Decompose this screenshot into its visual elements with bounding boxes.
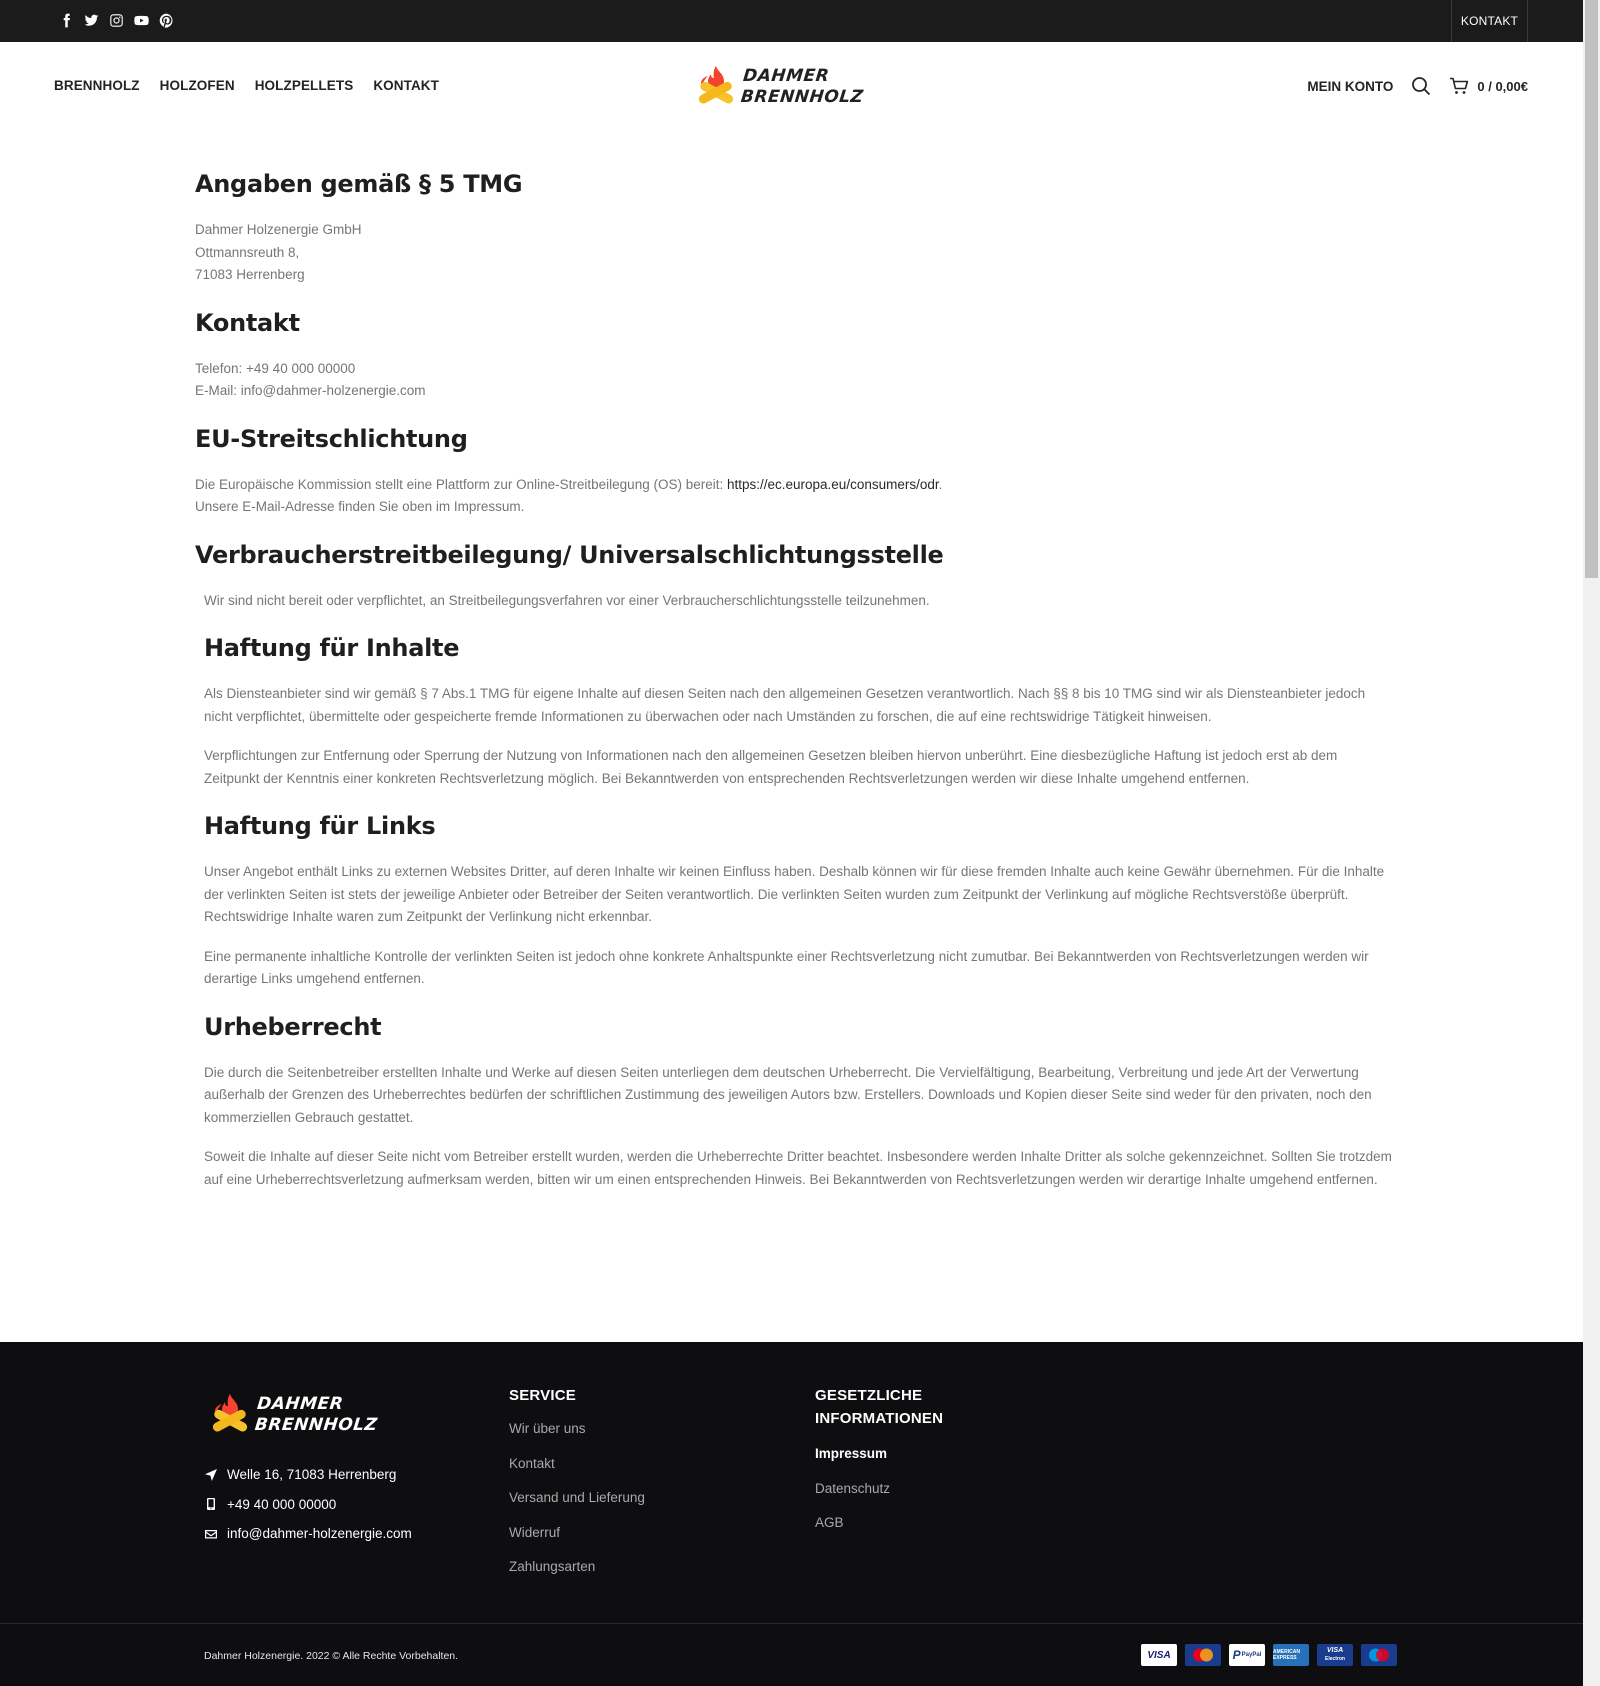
copyright-text: Dahmer Holzenergie. 2022 © Alle Rechte Vorbehalten. — [204, 1650, 459, 1662]
nav-item-holzpellets[interactable]: HOLZPELLETS — [254, 78, 354, 93]
maestro-icon — [1361, 1644, 1397, 1666]
visa-icon: VISA — [1141, 1644, 1177, 1666]
urheberrecht-p2: Soweit die Inhalte auf dieser Seite nicht vom Betreiber erstellt wurden, werden die Urheberrechte Dritter beachtet. Insbesondere werden Inhalte Dritter als solche gekennzeichnet. Sollten Sie trotzdem auf eine Urheberrechtsverletzung aufmerksam werden, bitten wir um einen entsprechenden Hinweis. Bei Bekanntwerden von Rechtsverletzungen werden wir derartige Inhalte umgehend entfernen. — [204, 1149, 1392, 1187]
header-actions — [1307, 76, 1528, 96]
main-navigation — [54, 78, 439, 93]
footer-link-wir-ueber-uns[interactable]: Wir über uns — [509, 1421, 586, 1436]
footer-email-row — [204, 1519, 412, 1549]
location-arrow-icon — [204, 1468, 218, 1482]
logo-flame-icon — [694, 64, 738, 112]
section-title-haftung-links: Haftung für Links — [204, 812, 436, 840]
site-logo[interactable] — [694, 62, 865, 112]
verbraucher-text: Wir sind nicht bereit oder verpflichtet, an Streitbeilegungsverfahren vor einer Verbraucherschlichtungsstelle teilzunehmen. — [204, 592, 930, 608]
footer-phone[interactable]: +49 40 000 00000 — [227, 1496, 337, 1512]
nav-item-holzofen[interactable]: HOLZOFEN — [159, 78, 235, 93]
logo-flame-icon — [208, 1392, 252, 1440]
footer-legal-title-2: INFORMATIONEN — [815, 1410, 944, 1427]
footer-link-kontakt[interactable]: Kontakt — [509, 1455, 555, 1471]
my-account-link[interactable]: MEIN KONTO — [1307, 78, 1394, 94]
facebook-icon[interactable] — [58, 12, 74, 28]
section-title-eu: EU-Streitschlichtung — [195, 424, 468, 453]
footer-logo[interactable] — [208, 1390, 379, 1440]
haftung-inhalte-p1: Als Diensteanbieter sind wir gemäß § 7 Abs.1 TMG für eigene Inhalte auf diesen Seiten nach den allgemeinen Gesetzen verantwortlich. Nach §§ 8 bis 10 TMG sind wir als Diensteanbieter jedoch nicht verpflichtet, übermittelte oder gespeicherte fremde Informationen zu überwachen oder nach Umständen zu forschen, die auf eine rechtswidrige Tätigkeit hinweisen. — [204, 686, 1366, 724]
search-icon[interactable] — [1411, 76, 1431, 96]
logo-text — [740, 66, 867, 108]
top-kontakt-link[interactable]: KONTAKT — [1451, 0, 1528, 42]
company-name: Dahmer Holzenergie GmbH — [195, 222, 362, 237]
footer-logo-line-2: BRENNHOLZ — [253, 1415, 379, 1435]
logo-line-1: DAHMER — [742, 66, 831, 86]
top-bar — [0, 0, 1583, 42]
footer-legal-title-1: GESETZLICHE — [815, 1387, 923, 1404]
cart-button[interactable] — [1449, 77, 1528, 95]
section-title-kontakt: Kontakt — [195, 308, 300, 337]
footer-contact — [204, 1460, 412, 1549]
contact-details — [195, 358, 1395, 403]
footer-link-versand[interactable]: Versand und Lieferung — [509, 1490, 645, 1506]
paypal-icon: P PayPal — [1229, 1644, 1265, 1666]
footer-logo-text — [254, 1394, 381, 1436]
footer — [0, 1342, 1600, 1686]
nav-item-kontakt[interactable]: KONTAKT — [373, 78, 440, 93]
footer-service-column — [509, 1384, 645, 1594]
twitter-icon[interactable] — [83, 12, 99, 28]
nav-item-brennholz[interactable]: BRENNHOLZ — [54, 78, 140, 93]
company-street: Ottmannsreuth 8, — [195, 244, 300, 260]
visa-electron-line-2: Electron — [1324, 1656, 1345, 1662]
paypal-label: PayPal — [1241, 1652, 1262, 1658]
eu-text-pre: Die Europäische Kommission stellt eine Plattform zur Online-Streitbeilegung (OS) bereit: — [195, 476, 727, 492]
pinterest-icon[interactable] — [158, 12, 174, 28]
footer-legal-column — [815, 1384, 943, 1550]
haftung-inhalte-p2: Verpflichtungen zur Entfernung oder Sperrung der Nutzung von Informationen nach den allgemeinen Gesetzen bleiben hiervon unberührt. Eine diesbezügliche Haftung ist jedoch erst ab dem Zeitpunkt der Kenntnis einer konkreten Rechtsverletzung möglich. Bei Bekanntwerden von entsprechenden Rechtsverletzungen werden wir diese Inhalte umgehend entfernen. — [204, 748, 1338, 786]
amex-icon: AMERICAN EXPRESS — [1273, 1644, 1309, 1666]
envelope-icon — [204, 1527, 218, 1541]
haftung-links-p2: Eine permanente inhaltliche Kontrolle der verlinkten Seiten ist jedoch ohne konkrete Anhaltspunkte einer Rechtsverletzung nicht zumutbar. Bei Bekanntwerden von Rechtsverletzungen werden wir derartige Links umgehend entfernen. — [204, 948, 1369, 986]
page-scrollbar[interactable] — [1583, 0, 1600, 1686]
section-title-tmg: Angaben gemäß § 5 TMG — [195, 170, 523, 198]
footer-logo-line-1: DAHMER — [256, 1394, 345, 1414]
footer-link-widerruf[interactable]: Widerruf — [509, 1524, 561, 1540]
contact-email: E-Mail: info@dahmer-holzenergie.com — [195, 383, 426, 398]
footer-address-row — [204, 1460, 412, 1490]
impressum-content — [195, 170, 1395, 1191]
footer-link-impressum[interactable]: Impressum — [815, 1446, 888, 1461]
company-city: 71083 Herrenberg — [195, 267, 305, 282]
visa-electron-icon — [1317, 1644, 1353, 1666]
footer-link-agb[interactable]: AGB — [815, 1515, 844, 1531]
footer-link-zahlungsarten[interactable]: Zahlungsarten — [509, 1559, 596, 1575]
eu-text — [195, 474, 1395, 519]
logo-line-2: BRENNHOLZ — [739, 87, 865, 107]
footer-phone-row — [204, 1490, 412, 1520]
contact-phone: Telefon: +49 40 000 00000 — [195, 360, 356, 376]
visa-electron-line-1: VISA — [1326, 1647, 1344, 1654]
footer-email[interactable]: info@dahmer-holzenergie.com — [227, 1526, 412, 1542]
footer-address: Welle 16, 71083 Herrenberg — [227, 1467, 397, 1483]
instagram-icon[interactable] — [108, 12, 124, 28]
eu-text-line2: Unsere E-Mail-Adresse finden Sie oben im Impressum. — [195, 499, 525, 514]
footer-service-title: SERVICE — [509, 1387, 576, 1404]
payment-methods — [1141, 1644, 1397, 1666]
footer-link-datenschutz[interactable]: Datenschutz — [815, 1480, 891, 1496]
section-title-haftung-inhalte: Haftung für Inhalte — [204, 634, 460, 662]
section-title-urheberrecht: Urheberrecht — [204, 1012, 382, 1041]
social-links — [58, 12, 174, 28]
scrollbar-thumb[interactable] — [1585, 0, 1598, 578]
cart-icon — [1449, 77, 1469, 95]
section-title-verbraucher: Verbraucherstreitbeilegung/ Universalschlichtungsstelle — [195, 540, 944, 569]
haftung-links-p1: Unser Angebot enthält Links zu externen Websites Dritter, auf deren Inhalte wir keinen Einfluss haben. Deshalb können wir für diese fremden Inhalte auch keine Gewähr übernehmen. Für die Inhalte der verlinkten Seiten ist stets der jeweilige Anbieter oder Betreiber der Seiten verantwortlich. Die verlinkten Seiten wurden zum Zeitpunkt der Verlinkung auf mögliche Rechtsverstöße überprüft. Rechtswidrige Inhalte waren zum Zeitpunkt der Verlinkung nicht erkennbar. — [204, 864, 1385, 924]
footer-divider — [0, 1623, 1600, 1624]
company-address — [195, 219, 1395, 287]
youtube-icon[interactable] — [133, 12, 149, 28]
urheberrecht-p1: Die durch die Seitenbetreiber erstellten Inhalte und Werke auf diesen Seiten unterliegen dem deutschen Urheberrecht. Die Vervielfältigung, Bearbeitung, Verbreitung und jede Art der Verwertung außerhalb der Grenzen des Urheberrechtes bedürfen der schriftlichen Zustimmung des jeweiligen Autors bzw. Erstellers. Downloads und Kopien dieser Seite sind weder für den privaten, noch den kommerziellen Gebrauch gestattet. — [204, 1064, 1372, 1125]
phone-icon — [204, 1497, 218, 1511]
cart-total: 0 / 0,00€ — [1477, 78, 1528, 94]
odr-link[interactable]: https://ec.europa.eu/consumers/odr — [726, 476, 939, 492]
eu-text-post: . — [938, 476, 943, 492]
mastercard-icon — [1185, 1644, 1221, 1666]
footer-legal-title — [815, 1384, 943, 1430]
header — [0, 42, 1583, 132]
